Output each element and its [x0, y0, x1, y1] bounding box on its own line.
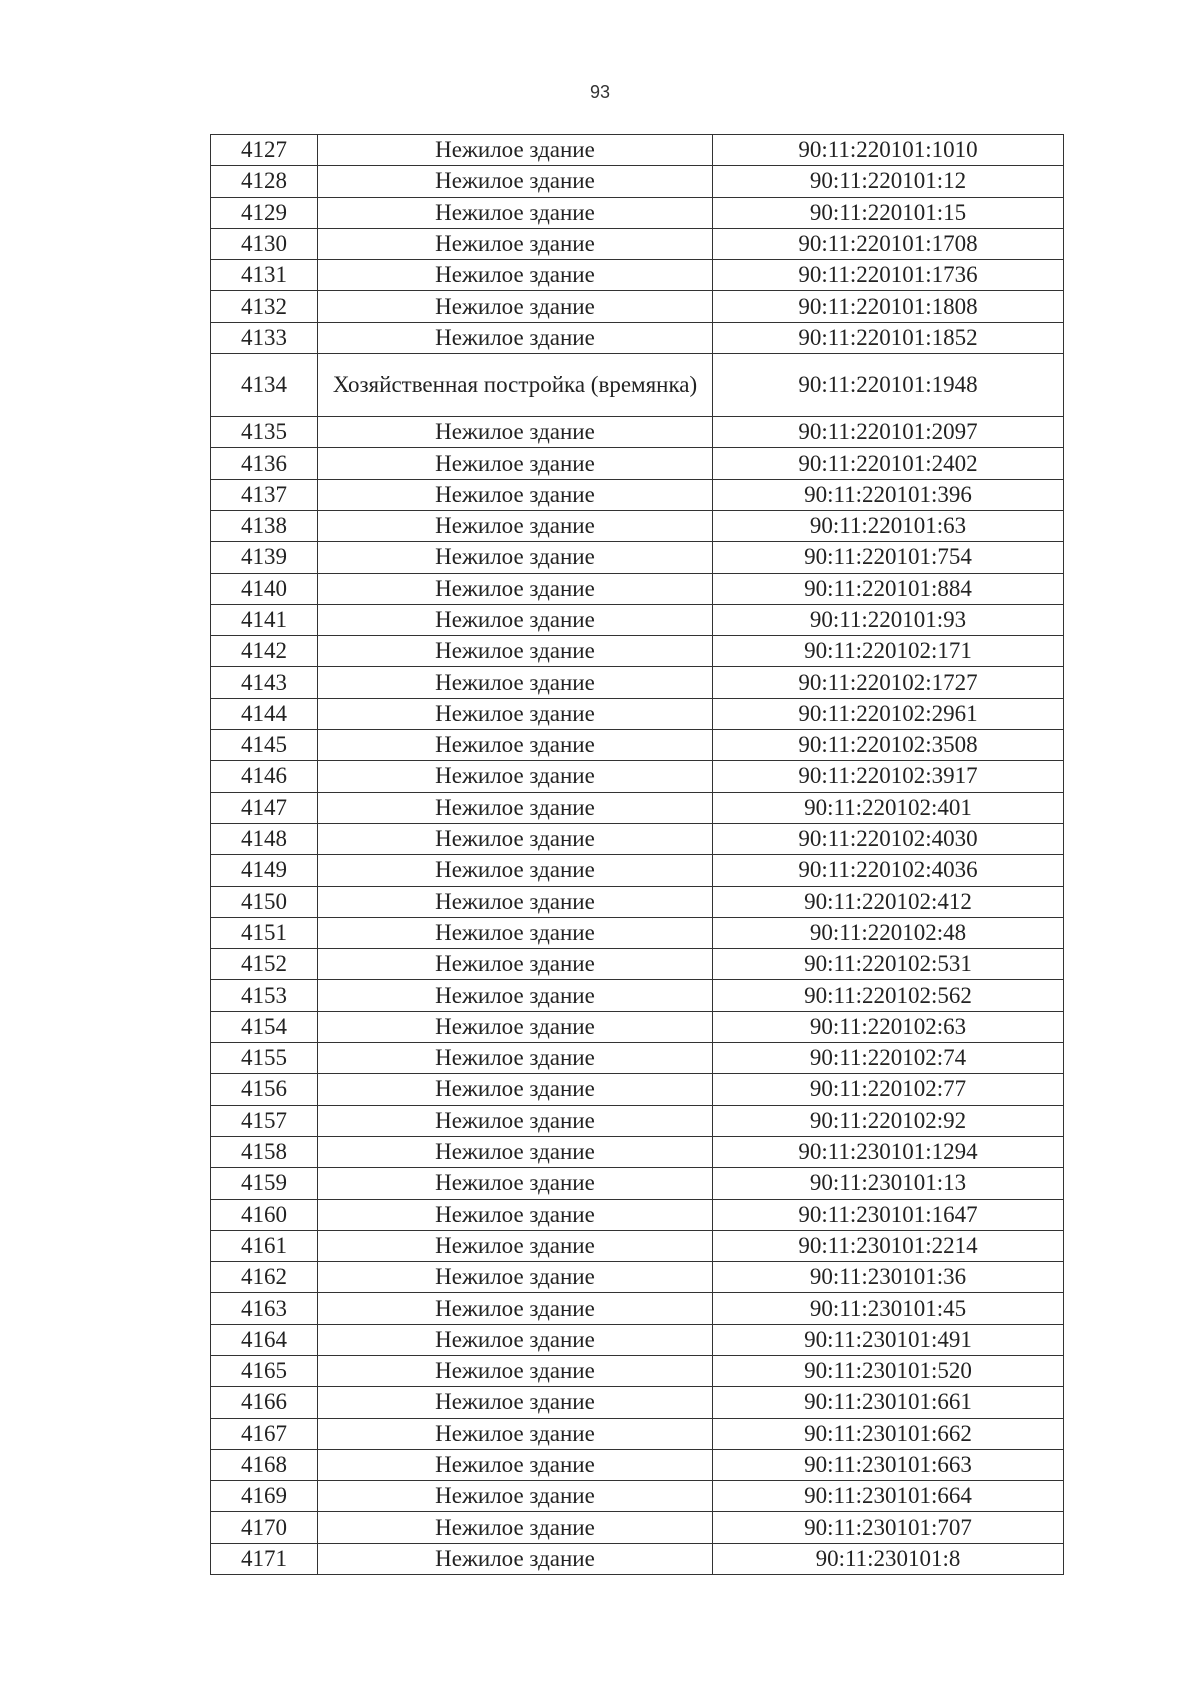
object-name-cell: Нежилое здание — [318, 228, 713, 259]
row-number-cell: 4152 — [211, 949, 318, 980]
table-row — [211, 322, 1064, 353]
row-number-cell: 4142 — [211, 636, 318, 667]
cadastral-number-cell: 90:11:230101:520 — [713, 1355, 1064, 1386]
cadastral-number-cell: 90:11:230101:1294 — [713, 1136, 1064, 1167]
table-row — [211, 166, 1064, 197]
row-number-cell: 4149 — [211, 855, 318, 886]
object-name-cell: Нежилое здание — [318, 1387, 713, 1418]
cadastral-number-cell: 90:11:220101:1010 — [713, 135, 1064, 166]
table-row — [211, 1043, 1064, 1074]
row-number-cell: 4170 — [211, 1512, 318, 1543]
object-name-cell: Нежилое здание — [318, 1262, 713, 1293]
row-number-cell: 4163 — [211, 1293, 318, 1324]
object-name-cell: Нежилое здание — [318, 417, 713, 448]
object-name-cell: Нежилое здание — [318, 1418, 713, 1449]
row-number-cell: 4169 — [211, 1481, 318, 1512]
table-row — [211, 479, 1064, 510]
table-row — [211, 698, 1064, 729]
row-number-cell: 4138 — [211, 510, 318, 541]
cadastral-number-cell: 90:11:220101:396 — [713, 479, 1064, 510]
cadastral-number-cell: 90:11:230101:8 — [713, 1543, 1064, 1574]
property-table-container — [210, 134, 1060, 1575]
table-row — [211, 1449, 1064, 1480]
object-name-cell: Нежилое здание — [318, 542, 713, 573]
object-name-cell: Нежилое здание — [318, 1074, 713, 1105]
cadastral-number-cell: 90:11:220101:1808 — [713, 291, 1064, 322]
cadastral-number-cell: 90:11:220102:412 — [713, 886, 1064, 917]
row-number-cell: 4165 — [211, 1355, 318, 1386]
table-row — [211, 886, 1064, 917]
cadastral-number-cell: 90:11:220101:12 — [713, 166, 1064, 197]
cadastral-number-cell: 90:11:220101:93 — [713, 604, 1064, 635]
cadastral-number-cell: 90:11:230101:707 — [713, 1512, 1064, 1543]
row-number-cell: 4166 — [211, 1387, 318, 1418]
table-row — [211, 730, 1064, 761]
object-name-cell: Нежилое здание — [318, 291, 713, 322]
cadastral-number-cell: 90:11:220101:2402 — [713, 448, 1064, 479]
row-number-cell: 4145 — [211, 730, 318, 761]
object-name-cell: Нежилое здание — [318, 855, 713, 886]
row-number-cell: 4134 — [211, 354, 318, 417]
table-row — [211, 604, 1064, 635]
cadastral-number-cell: 90:11:220102:401 — [713, 792, 1064, 823]
cadastral-number-cell: 90:11:230101:36 — [713, 1262, 1064, 1293]
object-name-cell: Нежилое здание — [318, 573, 713, 604]
cadastral-number-cell: 90:11:220102:4036 — [713, 855, 1064, 886]
cadastral-number-cell: 90:11:220102:562 — [713, 980, 1064, 1011]
property-table — [210, 134, 1064, 1575]
table-row — [211, 1230, 1064, 1261]
table-row — [211, 1481, 1064, 1512]
object-name-cell: Нежилое здание — [318, 604, 713, 635]
row-number-cell: 4147 — [211, 792, 318, 823]
table-row — [211, 510, 1064, 541]
table-row — [211, 1387, 1064, 1418]
row-number-cell: 4131 — [211, 260, 318, 291]
table-row — [211, 1418, 1064, 1449]
object-name-cell: Нежилое здание — [318, 1293, 713, 1324]
table-row — [211, 417, 1064, 448]
object-name-cell: Нежилое здание — [318, 1324, 713, 1355]
table-row — [211, 291, 1064, 322]
page-number: 93 — [589, 82, 611, 102]
table-row — [211, 1168, 1064, 1199]
row-number-cell: 4160 — [211, 1199, 318, 1230]
object-name-cell: Нежилое здание — [318, 510, 713, 541]
table-row — [211, 667, 1064, 698]
cadastral-number-cell: 90:11:230101:2214 — [713, 1230, 1064, 1261]
cadastral-number-cell: 90:11:230101:13 — [713, 1168, 1064, 1199]
row-number-cell: 4135 — [211, 417, 318, 448]
object-name-cell: Нежилое здание — [318, 1355, 713, 1386]
object-name-cell: Нежилое здание — [318, 730, 713, 761]
object-name-cell: Нежилое здание — [318, 479, 713, 510]
row-number-cell: 4157 — [211, 1105, 318, 1136]
row-number-cell: 4130 — [211, 228, 318, 259]
table-row — [211, 1293, 1064, 1324]
object-name-cell: Нежилое здание — [318, 1168, 713, 1199]
row-number-cell: 4164 — [211, 1324, 318, 1355]
table-row — [211, 949, 1064, 980]
row-number-cell: 4159 — [211, 1168, 318, 1199]
row-number-cell: 4156 — [211, 1074, 318, 1105]
table-row — [211, 823, 1064, 854]
cadastral-number-cell: 90:11:220101:1948 — [713, 354, 1064, 417]
row-number-cell: 4162 — [211, 1262, 318, 1293]
table-row — [211, 448, 1064, 479]
row-number-cell: 4140 — [211, 573, 318, 604]
object-name-cell: Нежилое здание — [318, 761, 713, 792]
row-number-cell: 4141 — [211, 604, 318, 635]
row-number-cell: 4137 — [211, 479, 318, 510]
table-row — [211, 354, 1064, 417]
cadastral-number-cell: 90:11:230101:1647 — [713, 1199, 1064, 1230]
object-name-cell: Нежилое здание — [318, 667, 713, 698]
table-row — [211, 761, 1064, 792]
row-number-cell: 4151 — [211, 917, 318, 948]
cadastral-number-cell: 90:11:220102:1727 — [713, 667, 1064, 698]
row-number-cell: 4168 — [211, 1449, 318, 1480]
cadastral-number-cell: 90:11:220102:3917 — [713, 761, 1064, 792]
object-name-cell: Нежилое здание — [318, 886, 713, 917]
table-row — [211, 260, 1064, 291]
cadastral-number-cell: 90:11:220102:74 — [713, 1043, 1064, 1074]
object-name-cell: Нежилое здание — [318, 917, 713, 948]
table-row — [211, 1074, 1064, 1105]
object-name-cell: Нежилое здание — [318, 135, 713, 166]
row-number-cell: 4150 — [211, 886, 318, 917]
cadastral-number-cell: 90:11:220101:1852 — [713, 322, 1064, 353]
object-name-cell: Нежилое здание — [318, 1543, 713, 1574]
cadastral-number-cell: 90:11:220102:48 — [713, 917, 1064, 948]
table-row — [211, 228, 1064, 259]
table-row — [211, 1136, 1064, 1167]
property-table-body — [211, 135, 1064, 1575]
object-name-cell: Нежилое здание — [318, 1230, 713, 1261]
cadastral-number-cell: 90:11:220102:77 — [713, 1074, 1064, 1105]
table-row — [211, 792, 1064, 823]
row-number-cell: 4155 — [211, 1043, 318, 1074]
object-name-cell: Нежилое здание — [318, 448, 713, 479]
row-number-cell: 4153 — [211, 980, 318, 1011]
cadastral-number-cell: 90:11:220101:2097 — [713, 417, 1064, 448]
cadastral-number-cell: 90:11:230101:664 — [713, 1481, 1064, 1512]
table-row — [211, 1105, 1064, 1136]
table-row — [211, 1011, 1064, 1042]
cadastral-number-cell: 90:11:220102:171 — [713, 636, 1064, 667]
row-number-cell: 4167 — [211, 1418, 318, 1449]
row-number-cell: 4132 — [211, 291, 318, 322]
object-name-cell: Нежилое здание — [318, 949, 713, 980]
object-name-cell: Нежилое здание — [318, 1011, 713, 1042]
table-row — [211, 1324, 1064, 1355]
object-name-cell: Нежилое здание — [318, 980, 713, 1011]
object-name-cell: Нежилое здание — [318, 1199, 713, 1230]
object-name-cell: Нежилое здание — [318, 698, 713, 729]
row-number-cell: 4158 — [211, 1136, 318, 1167]
object-name-cell: Нежилое здание — [318, 1481, 713, 1512]
table-row — [211, 855, 1064, 886]
cadastral-number-cell: 90:11:220101:63 — [713, 510, 1064, 541]
cadastral-number-cell: 90:11:220102:2961 — [713, 698, 1064, 729]
table-row — [211, 917, 1064, 948]
row-number-cell: 4139 — [211, 542, 318, 573]
row-number-cell: 4143 — [211, 667, 318, 698]
object-name-cell: Нежилое здание — [318, 823, 713, 854]
object-name-cell: Нежилое здание — [318, 1105, 713, 1136]
row-number-cell: 4154 — [211, 1011, 318, 1042]
table-row — [211, 1262, 1064, 1293]
cadastral-number-cell: 90:11:220101:1736 — [713, 260, 1064, 291]
table-row — [211, 1543, 1064, 1574]
table-row — [211, 1512, 1064, 1543]
row-number-cell: 4148 — [211, 823, 318, 854]
object-name-cell: Нежилое здание — [318, 792, 713, 823]
row-number-cell: 4136 — [211, 448, 318, 479]
cadastral-number-cell: 90:11:230101:491 — [713, 1324, 1064, 1355]
object-name-cell: Нежилое здание — [318, 260, 713, 291]
object-name-cell: Нежилое здание — [318, 322, 713, 353]
cadastral-number-cell: 90:11:230101:45 — [713, 1293, 1064, 1324]
table-row — [211, 135, 1064, 166]
object-name-cell: Нежилое здание — [318, 166, 713, 197]
table-row — [211, 980, 1064, 1011]
cadastral-number-cell: 90:11:230101:661 — [713, 1387, 1064, 1418]
object-name-cell: Нежилое здание — [318, 1449, 713, 1480]
row-number-cell: 4144 — [211, 698, 318, 729]
cadastral-number-cell: 90:11:220102:4030 — [713, 823, 1064, 854]
cadastral-number-cell: 90:11:220102:63 — [713, 1011, 1064, 1042]
table-row — [211, 197, 1064, 228]
row-number-cell: 4128 — [211, 166, 318, 197]
object-name-cell: Нежилое здание — [318, 1512, 713, 1543]
object-name-cell: Нежилое здание — [318, 1136, 713, 1167]
cadastral-number-cell: 90:11:230101:663 — [713, 1449, 1064, 1480]
table-row — [211, 1199, 1064, 1230]
cadastral-number-cell: 90:11:220102:92 — [713, 1105, 1064, 1136]
table-row — [211, 542, 1064, 573]
row-number-cell: 4133 — [211, 322, 318, 353]
cadastral-number-cell: 90:11:220101:15 — [713, 197, 1064, 228]
table-row — [211, 573, 1064, 604]
table-row — [211, 636, 1064, 667]
cadastral-number-cell: 90:11:230101:662 — [713, 1418, 1064, 1449]
row-number-cell: 4127 — [211, 135, 318, 166]
row-number-cell: 4161 — [211, 1230, 318, 1261]
row-number-cell: 4129 — [211, 197, 318, 228]
table-row — [211, 1355, 1064, 1386]
object-name-cell: Хозяйственная постройка (времянка) — [318, 354, 713, 417]
row-number-cell: 4146 — [211, 761, 318, 792]
cadastral-number-cell: 90:11:220102:531 — [713, 949, 1064, 980]
cadastral-number-cell: 90:11:220101:1708 — [713, 228, 1064, 259]
cadastral-number-cell: 90:11:220101:754 — [713, 542, 1064, 573]
object-name-cell: Нежилое здание — [318, 1043, 713, 1074]
cadastral-number-cell: 90:11:220102:3508 — [713, 730, 1064, 761]
cadastral-number-cell: 90:11:220101:884 — [713, 573, 1064, 604]
object-name-cell: Нежилое здание — [318, 197, 713, 228]
object-name-cell: Нежилое здание — [318, 636, 713, 667]
row-number-cell: 4171 — [211, 1543, 318, 1574]
